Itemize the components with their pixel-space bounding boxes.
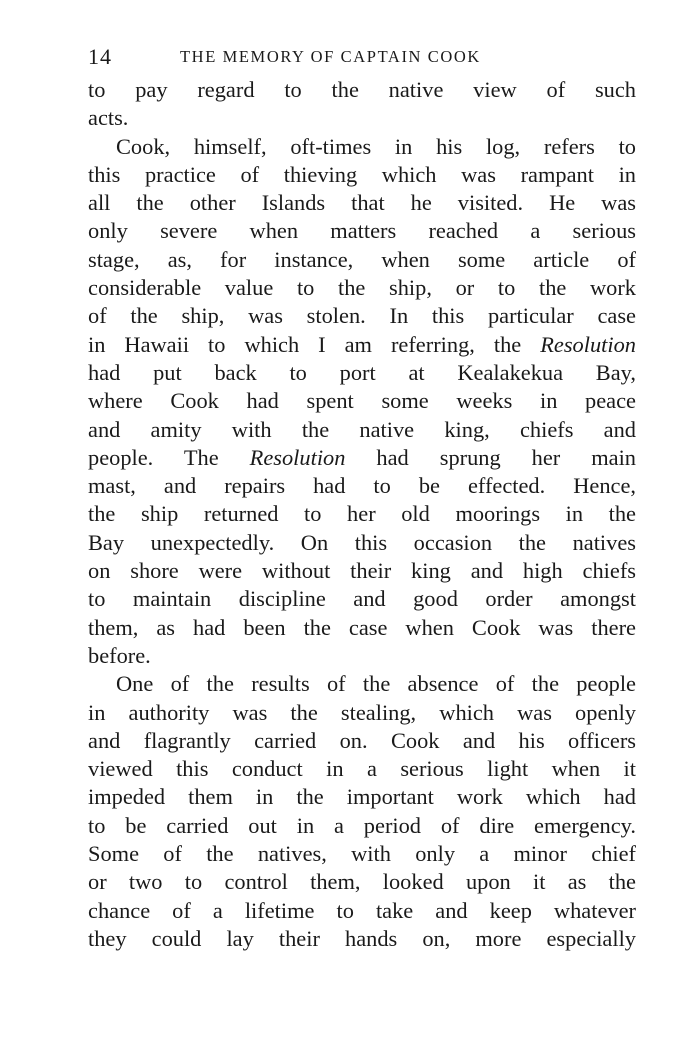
text-line — [88, 699, 636, 727]
text-segment: mast, and repairs had to be effected. Hence, — [88, 473, 636, 499]
text-line — [88, 416, 636, 444]
text-line — [88, 642, 636, 670]
text-line — [88, 783, 636, 811]
text-segment: they could lay their hands on, more especially — [88, 925, 636, 951]
text-segment: to pay regard to the native view of such — [88, 77, 636, 102]
text-segment: people. The — [88, 444, 250, 470]
text-segment: viewed this conduct in a serious light when it — [88, 756, 636, 782]
text-line — [88, 359, 636, 387]
text-line — [88, 302, 636, 330]
text-segment: them, as had been the case when Cook was there — [88, 614, 636, 640]
text-line — [88, 161, 636, 189]
text-segment: where Cook had spent some weeks in peace — [88, 388, 636, 414]
text-line — [88, 246, 636, 274]
text-segment: this practice of thieving which was rampant in — [88, 161, 636, 187]
text-line — [88, 727, 636, 755]
text-segment: had put back to port at Kealakekua Bay, — [88, 359, 636, 385]
text-line — [88, 133, 636, 161]
text-segment: before. — [88, 642, 151, 668]
text-segment: to be carried out in a period of dire emergency. — [88, 812, 636, 838]
text-segment: Cook, himself, oft-times in his log, refers to — [116, 133, 636, 159]
text-segment: all the other Islands that he visited. He was — [88, 190, 636, 216]
text-segment: and flagrantly carried on. Cook and his officers — [88, 727, 636, 753]
text-line — [88, 614, 636, 642]
text-segment: impeded them in the important work which had — [88, 784, 636, 810]
text-line — [88, 812, 636, 840]
body-text — [88, 76, 636, 953]
text-segment: in authority was the stealing, which was openly — [88, 699, 636, 725]
text-line — [88, 755, 636, 783]
text-line — [88, 76, 636, 104]
text-segment: to maintain discipline and good order amongst — [88, 586, 636, 612]
text-line — [88, 529, 636, 557]
text-segment: Bay unexpectedly. On this occasion the natives — [88, 529, 636, 555]
text-segment: considerable value to the ship, or to the work — [88, 275, 636, 301]
text-line — [88, 444, 636, 472]
text-segment: stage, as, for instance, when some article of — [88, 246, 636, 272]
text-line — [88, 500, 636, 528]
text-line — [88, 868, 636, 896]
text-line — [88, 217, 636, 245]
text-line — [88, 557, 636, 585]
text-segment: Some of the natives, with only a minor chief — [88, 841, 636, 867]
page-number: 14 — [88, 44, 112, 69]
text-segment: in Hawaii to which I am referring, the — [88, 331, 541, 357]
text-segment: only severe when matters reached a serious — [88, 218, 636, 244]
text-segment: had sprung her main — [345, 444, 636, 470]
text-segment: or two to control them, looked upon it as the — [88, 869, 636, 895]
text-line — [88, 585, 636, 613]
text-line — [88, 840, 636, 868]
running-head — [88, 40, 636, 76]
text-segment: on shore were without their king and high chiefs — [88, 558, 636, 584]
text-line — [88, 472, 636, 500]
text-line — [88, 331, 636, 359]
text-line — [88, 104, 636, 132]
text-segment: and amity with the native king, chiefs and — [88, 416, 636, 442]
text-segment: chance of a lifetime to take and keep whatever — [88, 897, 636, 923]
text-segment: of the ship, was stolen. In this particular case — [88, 303, 636, 329]
text-line — [88, 274, 636, 302]
text-line — [88, 670, 636, 698]
text-line — [88, 189, 636, 217]
running-title: THE MEMORY OF CAPTAIN COOK — [180, 47, 481, 66]
ship-name-italic: Resolution — [540, 331, 636, 357]
text-segment: acts. — [88, 105, 129, 131]
text-segment: One of the results of the absence of the people — [116, 671, 636, 697]
text-line — [88, 897, 636, 925]
ship-name-italic: Resolution — [249, 444, 346, 470]
book-page — [88, 40, 636, 953]
text-line — [88, 925, 636, 953]
text-line — [88, 387, 636, 415]
text-segment: the ship returned to her old moorings in the — [88, 501, 636, 527]
